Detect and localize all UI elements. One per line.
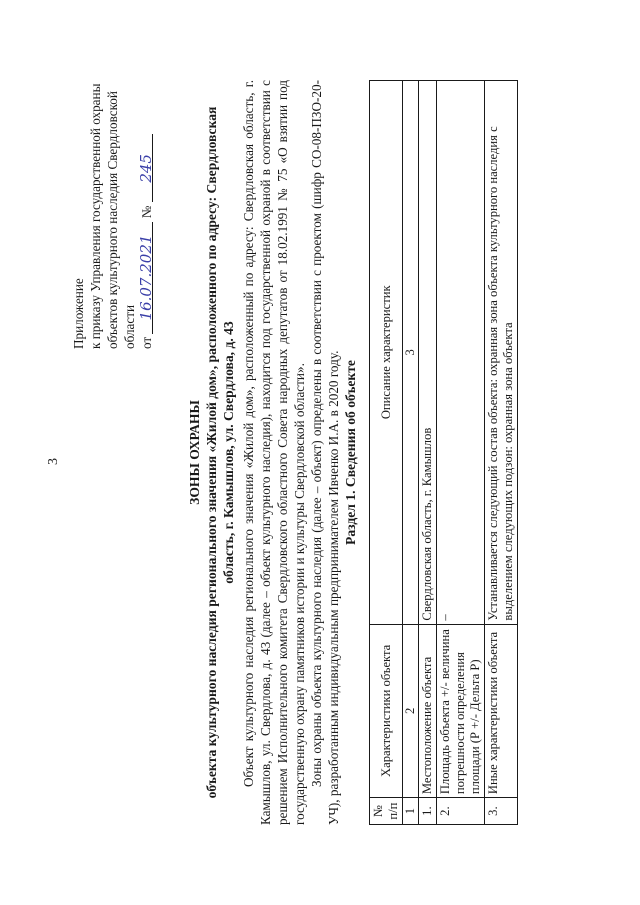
object-info-table <box>369 80 518 825</box>
page-number: 3 <box>46 458 61 465</box>
description-cell: Свердловская область, г. Камышлов <box>419 81 437 625</box>
row-number-cell: 2. <box>437 798 485 825</box>
date-prefix: от <box>139 336 154 349</box>
date-field <box>138 222 153 334</box>
column-number-cell: 3 <box>403 81 419 625</box>
appendix-line: Приложение <box>71 278 86 349</box>
header-cell: Характеристики объекта <box>370 624 403 798</box>
description-cell: Устанавливается следующий состав объекта: охранная зона объекта культурного наследия с выделением следующих подзон: охранная зона объекта <box>485 81 518 625</box>
column-number-cell: 1 <box>403 798 419 825</box>
number-field <box>138 134 153 202</box>
row-number-cell: 3. <box>485 798 518 825</box>
characteristic-cell: Площадь объекта +/- величина погрешности определения площади (Р +/- Дельта Р) <box>437 624 485 798</box>
table-column-number-row <box>403 81 419 825</box>
appendix-line: объектов культурного наследия Свердловской <box>105 91 120 349</box>
number-prefix: № <box>139 205 154 219</box>
section-title: Раздел 1. Сведения об объекте <box>343 360 358 545</box>
table-row <box>485 81 518 825</box>
handwritten-number: 245 <box>137 154 155 183</box>
body-paragraph: Объект культурного наследия регионального значения «Жилой дом», расположенный по адресу: Свердловская область, г. Камышлов, ул. Свердлова, д. 43 (далее – объект культурного наследия), находится под государственной охраной в соответствии с решением Исполнительного комитета Свердловского областного Совета народных депутатов от 18.02.1991 № 75 «О взятии под государственную охрану памятников истории и культуры Свердловской области». <box>241 80 307 825</box>
body-paragraph: Зоны охраны объекта культурного наследия (далее – объект) определены в соответствии с проектом (шифр СО-08-ПЗО-20-УЧ), разработанным индивидуальным предпринимателем Ивченко И.А. в 2020 году. <box>309 80 341 825</box>
appendix-line: области <box>122 304 137 349</box>
title-line: ЗОНЫ ОХРАНЫ <box>187 400 202 505</box>
document-title <box>186 80 237 825</box>
table-header-row <box>370 81 403 825</box>
column-number-cell: 2 <box>403 624 419 798</box>
title-line: область, г. Камышлов, ул. Свердлова, д. 43 <box>221 321 236 584</box>
header-cell: Описание характеристик <box>370 81 403 625</box>
title-line: объекта культурного наследия регионального значения «Жилой дом», расположенного по адресу: Свердловская <box>204 106 219 799</box>
table-row <box>437 81 485 825</box>
header-cell: № п/п <box>370 798 403 825</box>
row-number-cell: 1. <box>419 798 437 825</box>
appendix-line: к приказу Управления государственной охраны <box>88 83 103 349</box>
document-body <box>240 80 342 825</box>
appendix-date-line <box>138 29 155 349</box>
description-cell: – <box>437 81 485 625</box>
appendix-header <box>70 29 155 349</box>
table-row <box>419 81 437 825</box>
characteristic-cell: Иные характеристики объекта <box>485 624 518 798</box>
characteristic-cell: Местоположение объекта <box>419 624 437 798</box>
handwritten-date: 16.07.2021 <box>137 234 155 321</box>
